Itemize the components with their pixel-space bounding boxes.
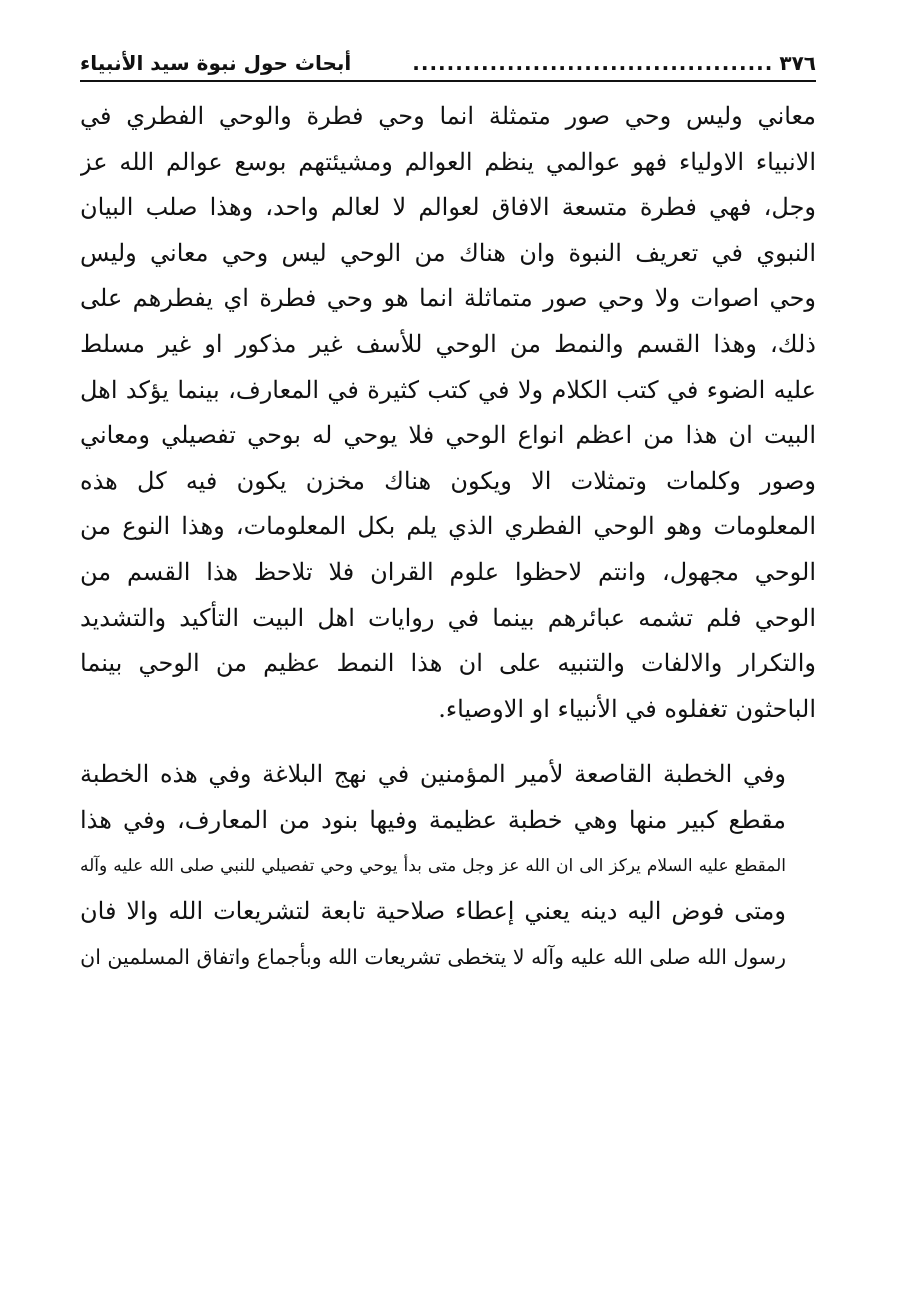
body-paragraph <box>80 752 816 980</box>
page-number: ٣٧٦ <box>779 51 816 75</box>
text-line: وحي اصوات ولا وحي صور متماثلة انما هو وحي فطرة اي يفطرهم على <box>80 284 816 313</box>
text-line: الوحي فلم تشمه عبائرهم بينما في روايات اهل البيت التأكيد والتشديد <box>80 603 816 632</box>
text-line: الانبياء الاولياء فهو عوالمي ينظم العوالم ومشيئتهم بوسع عوالم الله عز <box>80 147 816 176</box>
text-line: وجل، فهي فطرة متسعة الافاق لعوالم لا لعالم واحد، وهذا صلب البيان <box>80 193 816 222</box>
text-line: ومتى فوض اليه دينه يعني إعطاء صلاحية تابعة لتشريعات الله والا فان <box>80 897 786 926</box>
text-line: البيت ان هذا من اعظم انواع الوحي فلا يوحي له بوحي تفصيلي ومعاني <box>80 421 816 450</box>
text-line: المقطع عليه السلام يركز الى ان الله عز وجل متى بدأ يوحي وحي تفصيلي للنبي صلى الله عليه وآله <box>80 855 786 876</box>
text-line: الوحي مجهول، وانتم لاحظوا علوم القران فلا تلاحظ هذا القسم من <box>80 557 816 586</box>
text-line: المعلومات وهو الوحي الفطري الذي يلم بكل المعلومات، وهذا النوع من <box>80 512 816 541</box>
text-line: والتكرار والالفات والتنبيه على ان هذا النمط عظيم من الوحي بينما <box>80 649 816 678</box>
book-page <box>80 34 816 1284</box>
text-line: ذلك، وهذا القسم والنمط من الوحي للأسف غير مذكور او غير مسلط <box>80 329 816 358</box>
text-line: عليه الضوء في كتب الكلام ولا في كتب كثيرة في المعارف، بينما يؤكد اهل <box>80 375 816 404</box>
running-title: أبحاث حول نبوة سيد الأنبياء <box>80 51 352 75</box>
text-line: وفي الخطبة القاصعة لأمير المؤمنين في نهج البلاغة وفي هذه الخطبة <box>80 760 786 789</box>
header-dot-leader: .......................................... <box>412 51 774 75</box>
text-line: النبوي في تعريف النبوة وان هناك من الوحي ليس وحي معاني وليس <box>80 238 816 267</box>
text-line: الباحثون تغفلوه في الأنبياء او الاوصياء. <box>438 694 816 723</box>
body-paragraph <box>80 94 816 732</box>
text-line: معاني وليس وحي صور متمثلة انما وحي فطرة والوحي الفطري في <box>80 102 816 130</box>
text-line: وصور وكلمات وتمثلات الا ويكون هناك مخزن يكون فيه كل هذه <box>80 466 816 495</box>
text-line: مقطع كبير منها وهي خطبة عظيمة وفيها بنود من المعارف، وفي هذا <box>80 805 786 834</box>
text-line: رسول الله صلى الله عليه وآله لا يتخطى تشريعات الله وبأجماع واتفاق المسلمين ان <box>80 944 786 969</box>
page-header <box>80 34 816 82</box>
